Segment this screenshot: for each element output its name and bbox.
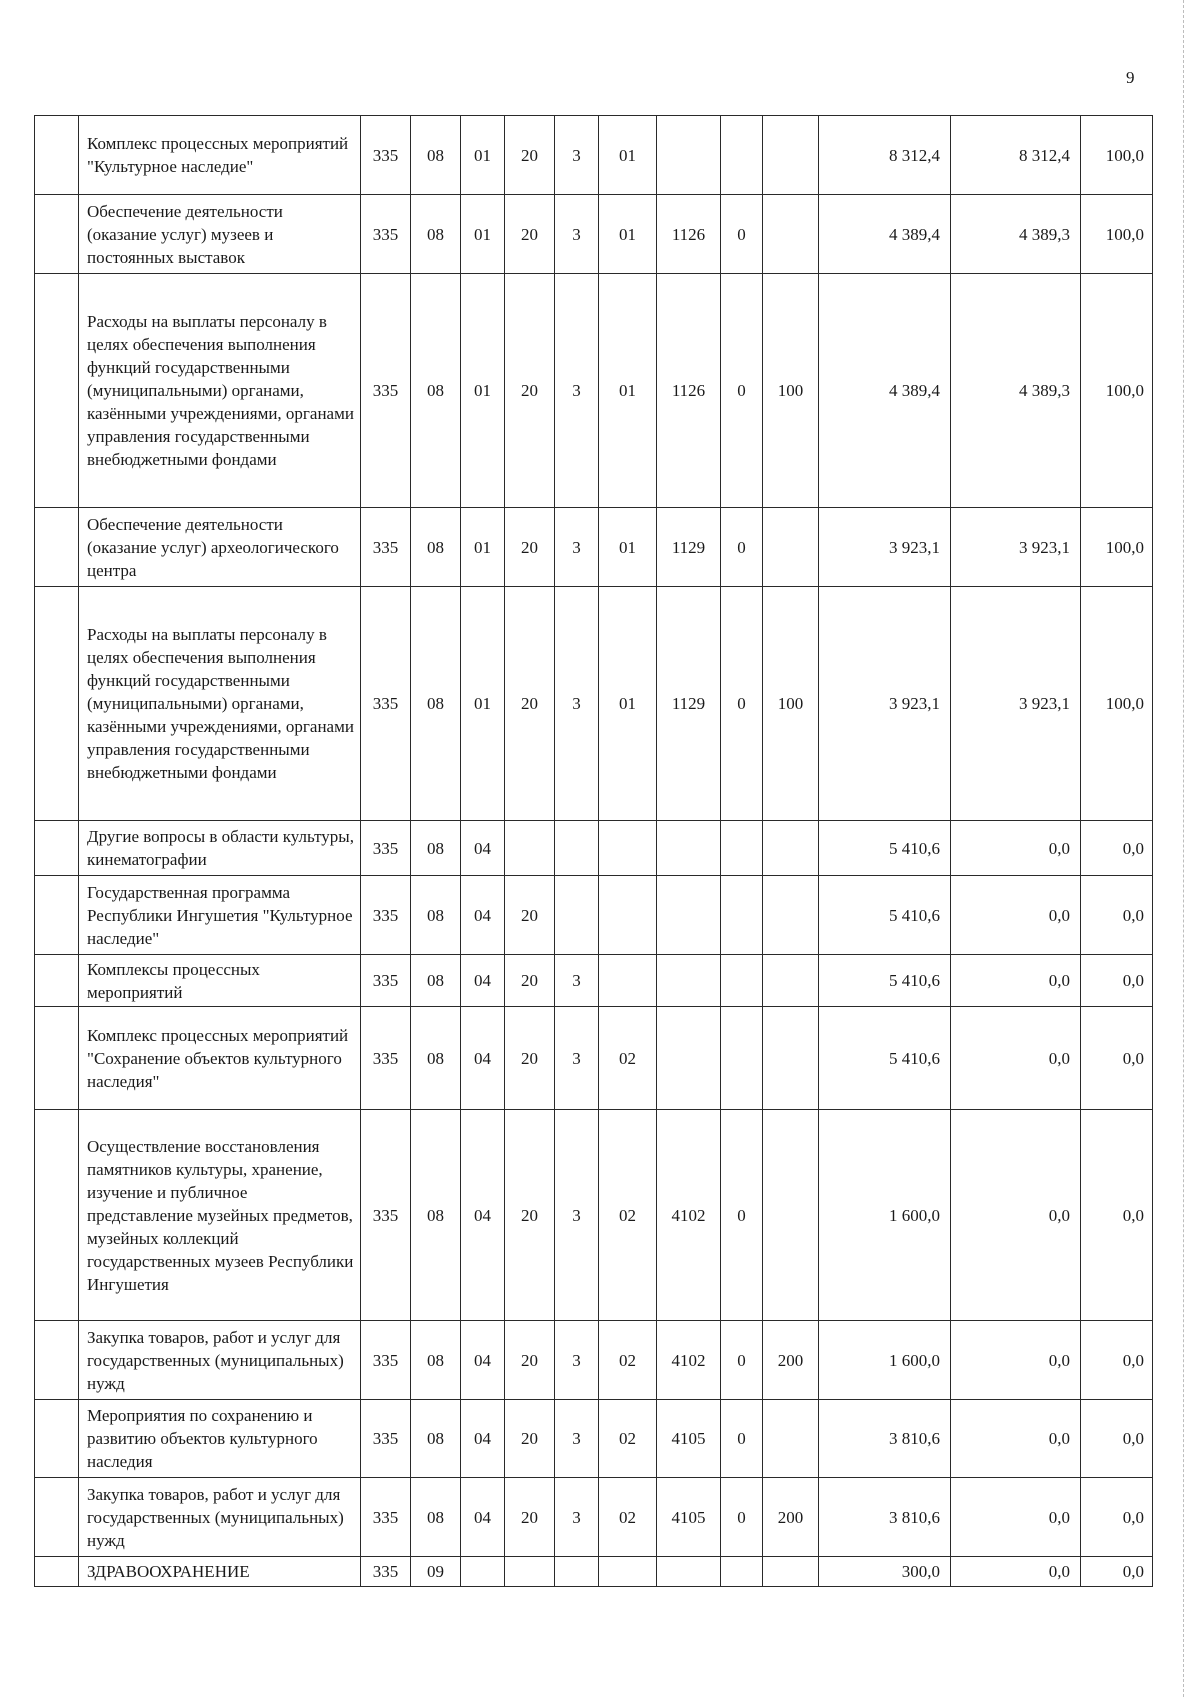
code-cell	[555, 821, 599, 876]
code-cell: 335	[361, 1400, 411, 1478]
plan-amount: 4 389,4	[819, 274, 951, 508]
actual-amount: 0,0	[951, 955, 1081, 1007]
code-cell: 335	[361, 1007, 411, 1110]
row-name: Расходы на выплаты персоналу в целях обеспечения выполнения функций государственными (муниципальными) органами, казёнными учреждениями, органами управления государственными внебюджетными фондами	[79, 274, 361, 508]
plan-amount: 5 410,6	[819, 821, 951, 876]
actual-amount: 0,0	[951, 1007, 1081, 1110]
plan-amount: 300,0	[819, 1557, 951, 1587]
code-cell: 3	[555, 1110, 599, 1321]
code-cell: 3	[555, 955, 599, 1007]
code-cell: 20	[505, 1478, 555, 1557]
code-cell: 20	[505, 274, 555, 508]
percent-cell: 0,0	[1081, 821, 1153, 876]
code-cell: 0	[721, 508, 763, 587]
blank-cell	[35, 955, 79, 1007]
code-cell: 01	[461, 195, 505, 274]
code-cell: 01	[599, 274, 657, 508]
row-name: Комплекс процессных мероприятий "Культурное наследие"	[79, 116, 361, 195]
code-cell: 01	[461, 274, 505, 508]
code-cell: 20	[505, 1007, 555, 1110]
code-cell	[763, 508, 819, 587]
actual-amount: 0,0	[951, 821, 1081, 876]
code-cell: 3	[555, 508, 599, 587]
code-cell: 08	[411, 955, 461, 1007]
code-cell	[599, 955, 657, 1007]
actual-amount: 3 923,1	[951, 587, 1081, 821]
blank-cell	[35, 116, 79, 195]
code-cell	[763, 955, 819, 1007]
table-row	[35, 955, 1153, 1007]
plan-amount: 5 410,6	[819, 876, 951, 955]
actual-amount: 0,0	[951, 876, 1081, 955]
code-cell: 04	[461, 821, 505, 876]
code-cell	[555, 876, 599, 955]
code-cell: 08	[411, 1400, 461, 1478]
code-cell: 335	[361, 1110, 411, 1321]
percent-cell: 100,0	[1081, 587, 1153, 821]
code-cell: 0	[721, 1400, 763, 1478]
percent-cell: 0,0	[1081, 955, 1153, 1007]
code-cell: 01	[599, 587, 657, 821]
code-cell: 100	[763, 274, 819, 508]
code-cell: 3	[555, 1007, 599, 1110]
blank-cell	[35, 274, 79, 508]
code-cell: 0	[721, 587, 763, 821]
row-name: Комплексы процессных мероприятий	[79, 955, 361, 1007]
code-cell: 335	[361, 876, 411, 955]
code-cell: 335	[361, 508, 411, 587]
table-row	[35, 1321, 1153, 1400]
code-cell: 04	[461, 876, 505, 955]
table-row	[35, 508, 1153, 587]
code-cell: 04	[461, 1110, 505, 1321]
code-cell: 02	[599, 1321, 657, 1400]
blank-cell	[35, 821, 79, 876]
plan-amount: 3 810,6	[819, 1400, 951, 1478]
row-name: Осуществление восстановления памятников культуры, хранение, изучение и публичное представление музейных предметов, музейных коллекций государственных музеев Республики Ингушетия	[79, 1110, 361, 1321]
blank-cell	[35, 508, 79, 587]
table-row	[35, 274, 1153, 508]
code-cell: 4102	[657, 1321, 721, 1400]
table-row	[35, 1110, 1153, 1321]
blank-cell	[35, 876, 79, 955]
code-cell	[763, 821, 819, 876]
code-cell	[657, 116, 721, 195]
code-cell: 02	[599, 1400, 657, 1478]
code-cell: 335	[361, 116, 411, 195]
actual-amount: 0,0	[951, 1400, 1081, 1478]
actual-amount: 4 389,3	[951, 274, 1081, 508]
code-cell: 335	[361, 1321, 411, 1400]
blank-cell	[35, 587, 79, 821]
plan-amount: 5 410,6	[819, 1007, 951, 1110]
code-cell: 20	[505, 955, 555, 1007]
code-cell: 0	[721, 1110, 763, 1321]
blank-cell	[35, 1110, 79, 1321]
actual-amount: 0,0	[951, 1478, 1081, 1557]
plan-amount: 3 810,6	[819, 1478, 951, 1557]
code-cell	[599, 1557, 657, 1587]
code-cell: 08	[411, 587, 461, 821]
code-cell: 04	[461, 1007, 505, 1110]
code-cell: 20	[505, 508, 555, 587]
code-cell	[763, 1400, 819, 1478]
code-cell: 335	[361, 1478, 411, 1557]
code-cell: 08	[411, 274, 461, 508]
actual-amount: 8 312,4	[951, 116, 1081, 195]
table-row	[35, 1007, 1153, 1110]
code-cell: 335	[361, 195, 411, 274]
code-cell: 100	[763, 587, 819, 821]
code-cell: 3	[555, 195, 599, 274]
table-row	[35, 876, 1153, 955]
code-cell: 3	[555, 116, 599, 195]
code-cell	[763, 876, 819, 955]
code-cell: 08	[411, 1478, 461, 1557]
code-cell: 335	[361, 821, 411, 876]
row-name: Комплекс процессных мероприятий "Сохранение объектов культурного наследия"	[79, 1007, 361, 1110]
code-cell: 04	[461, 1478, 505, 1557]
code-cell	[461, 1557, 505, 1587]
code-cell: 01	[461, 116, 505, 195]
code-cell	[763, 1110, 819, 1321]
code-cell	[763, 1007, 819, 1110]
code-cell: 08	[411, 116, 461, 195]
code-cell	[505, 821, 555, 876]
table-row	[35, 116, 1153, 195]
code-cell: 4102	[657, 1110, 721, 1321]
row-name: Закупка товаров, работ и услуг для государственных (муниципальных) нужд	[79, 1321, 361, 1400]
actual-amount: 0,0	[951, 1110, 1081, 1321]
table-row	[35, 195, 1153, 274]
actual-amount: 0,0	[951, 1321, 1081, 1400]
code-cell: 01	[461, 587, 505, 821]
code-cell	[505, 1557, 555, 1587]
code-cell: 08	[411, 508, 461, 587]
percent-cell: 100,0	[1081, 508, 1153, 587]
table-row	[35, 1478, 1153, 1557]
code-cell: 20	[505, 195, 555, 274]
code-cell	[721, 876, 763, 955]
code-cell	[721, 116, 763, 195]
code-cell: 02	[599, 1007, 657, 1110]
code-cell: 335	[361, 1557, 411, 1587]
code-cell: 4105	[657, 1478, 721, 1557]
code-cell	[721, 1557, 763, 1587]
plan-amount: 4 389,4	[819, 195, 951, 274]
code-cell: 0	[721, 1478, 763, 1557]
code-cell: 0	[721, 274, 763, 508]
code-cell: 335	[361, 955, 411, 1007]
code-cell: 08	[411, 1110, 461, 1321]
code-cell	[657, 876, 721, 955]
percent-cell: 100,0	[1081, 274, 1153, 508]
budget-table	[34, 115, 1153, 1587]
code-cell: 335	[361, 274, 411, 508]
blank-cell	[35, 195, 79, 274]
code-cell: 3	[555, 274, 599, 508]
plan-amount: 8 312,4	[819, 116, 951, 195]
code-cell	[763, 1557, 819, 1587]
plan-amount: 3 923,1	[819, 508, 951, 587]
actual-amount: 3 923,1	[951, 508, 1081, 587]
code-cell	[721, 1007, 763, 1110]
percent-cell: 0,0	[1081, 1478, 1153, 1557]
row-name: Другие вопросы в области культуры, кинематографии	[79, 821, 361, 876]
code-cell: 200	[763, 1478, 819, 1557]
code-cell: 3	[555, 1321, 599, 1400]
row-name: Расходы на выплаты персоналу в целях обеспечения выполнения функций государственными (муниципальными) органами, казёнными учреждениями, органами управления государственными внебюджетными фондами	[79, 587, 361, 821]
code-cell: 0	[721, 195, 763, 274]
code-cell: 08	[411, 195, 461, 274]
code-cell: 04	[461, 1400, 505, 1478]
code-cell	[599, 821, 657, 876]
row-name: Закупка товаров, работ и услуг для государственных (муниципальных) нужд	[79, 1478, 361, 1557]
code-cell	[657, 1007, 721, 1110]
code-cell	[555, 1557, 599, 1587]
row-name: ЗДРАВООХРАНЕНИЕ	[79, 1557, 361, 1587]
code-cell: 20	[505, 1110, 555, 1321]
row-name: Государственная программа Республики Ингушетия "Культурное наследие"	[79, 876, 361, 955]
table-row	[35, 821, 1153, 876]
code-cell: 20	[505, 1321, 555, 1400]
blank-cell	[35, 1007, 79, 1110]
code-cell: 02	[599, 1478, 657, 1557]
blank-cell	[35, 1400, 79, 1478]
code-cell: 4105	[657, 1400, 721, 1478]
blank-cell	[35, 1478, 79, 1557]
percent-cell: 0,0	[1081, 1557, 1153, 1587]
code-cell: 08	[411, 1321, 461, 1400]
code-cell: 335	[361, 587, 411, 821]
plan-amount: 5 410,6	[819, 955, 951, 1007]
code-cell: 01	[461, 508, 505, 587]
code-cell: 08	[411, 876, 461, 955]
row-name: Обеспечение деятельности (оказание услуг) археологического центра	[79, 508, 361, 587]
code-cell: 04	[461, 1321, 505, 1400]
table-row	[35, 1557, 1153, 1587]
code-cell: 02	[599, 1110, 657, 1321]
actual-amount: 0,0	[951, 1557, 1081, 1587]
percent-cell: 100,0	[1081, 116, 1153, 195]
percent-cell: 0,0	[1081, 1007, 1153, 1110]
percent-cell: 100,0	[1081, 195, 1153, 274]
table-row	[35, 1400, 1153, 1478]
code-cell: 01	[599, 195, 657, 274]
code-cell	[721, 955, 763, 1007]
scan-edge-line	[1183, 0, 1184, 1697]
code-cell: 20	[505, 587, 555, 821]
percent-cell: 0,0	[1081, 1400, 1153, 1478]
percent-cell: 0,0	[1081, 1110, 1153, 1321]
code-cell: 04	[461, 955, 505, 1007]
budget-table-body	[35, 116, 1153, 1587]
plan-amount: 1 600,0	[819, 1321, 951, 1400]
code-cell: 200	[763, 1321, 819, 1400]
code-cell: 1129	[657, 587, 721, 821]
actual-amount: 4 389,3	[951, 195, 1081, 274]
code-cell: 3	[555, 587, 599, 821]
page-number: 9	[1126, 68, 1135, 87]
percent-cell: 0,0	[1081, 876, 1153, 955]
plan-amount: 1 600,0	[819, 1110, 951, 1321]
code-cell: 3	[555, 1478, 599, 1557]
row-name: Обеспечение деятельности (оказание услуг) музеев и постоянных выставок	[79, 195, 361, 274]
blank-cell	[35, 1321, 79, 1400]
code-cell: 08	[411, 1007, 461, 1110]
code-cell: 08	[411, 821, 461, 876]
row-name: Мероприятия по сохранению и развитию объектов культурного наследия	[79, 1400, 361, 1478]
code-cell	[657, 821, 721, 876]
code-cell: 0	[721, 1321, 763, 1400]
code-cell: 01	[599, 508, 657, 587]
code-cell: 20	[505, 116, 555, 195]
percent-cell: 0,0	[1081, 1321, 1153, 1400]
code-cell: 1126	[657, 274, 721, 508]
code-cell	[763, 195, 819, 274]
table-row	[35, 587, 1153, 821]
code-cell: 01	[599, 116, 657, 195]
code-cell	[657, 1557, 721, 1587]
code-cell: 3	[555, 1400, 599, 1478]
code-cell	[721, 821, 763, 876]
code-cell: 20	[505, 876, 555, 955]
blank-cell	[35, 1557, 79, 1587]
plan-amount: 3 923,1	[819, 587, 951, 821]
code-cell: 09	[411, 1557, 461, 1587]
code-cell: 1129	[657, 508, 721, 587]
code-cell: 20	[505, 1400, 555, 1478]
code-cell	[657, 955, 721, 1007]
code-cell	[763, 116, 819, 195]
code-cell: 1126	[657, 195, 721, 274]
code-cell	[599, 876, 657, 955]
